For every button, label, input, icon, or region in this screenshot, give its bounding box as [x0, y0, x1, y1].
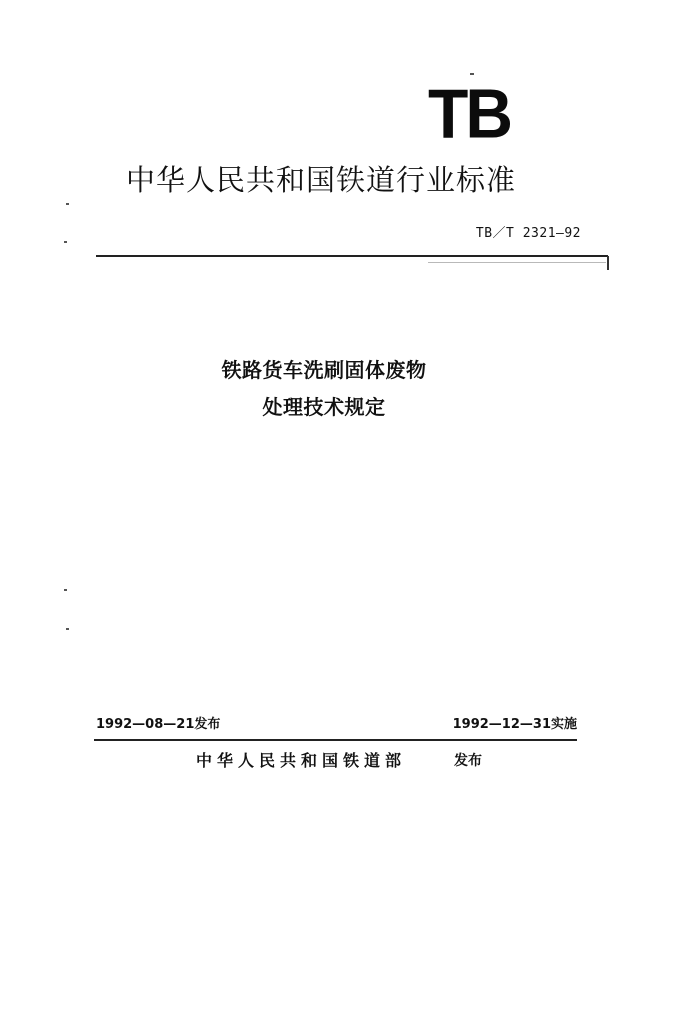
- scan-speck: [66, 628, 69, 630]
- standard-category-title: 中华人民共和国铁道行业标准: [126, 163, 517, 197]
- footer-divider: [94, 739, 577, 741]
- standard-number: TB／T 2321—92: [475, 226, 581, 241]
- issue-date: 1992—08—21发布: [96, 717, 221, 732]
- document-title-line-1: 铁路货车洗刷固体废物: [221, 358, 427, 382]
- scan-speck: [64, 589, 67, 591]
- publish-label: 发布: [454, 753, 482, 769]
- scan-speck: [64, 241, 67, 243]
- document-title-line-2: 处理技术规定: [262, 395, 386, 419]
- scan-speck: [470, 73, 474, 75]
- header-divider: [96, 255, 608, 257]
- publisher-name: 中华人民共和国铁道部: [196, 751, 407, 770]
- scan-speck: [66, 203, 69, 205]
- header-divider-shadow: [428, 262, 606, 263]
- implementation-date: 1992—12—31实施: [452, 717, 577, 732]
- tb-logo: TB: [428, 74, 510, 153]
- header-divider-tick: [607, 256, 609, 270]
